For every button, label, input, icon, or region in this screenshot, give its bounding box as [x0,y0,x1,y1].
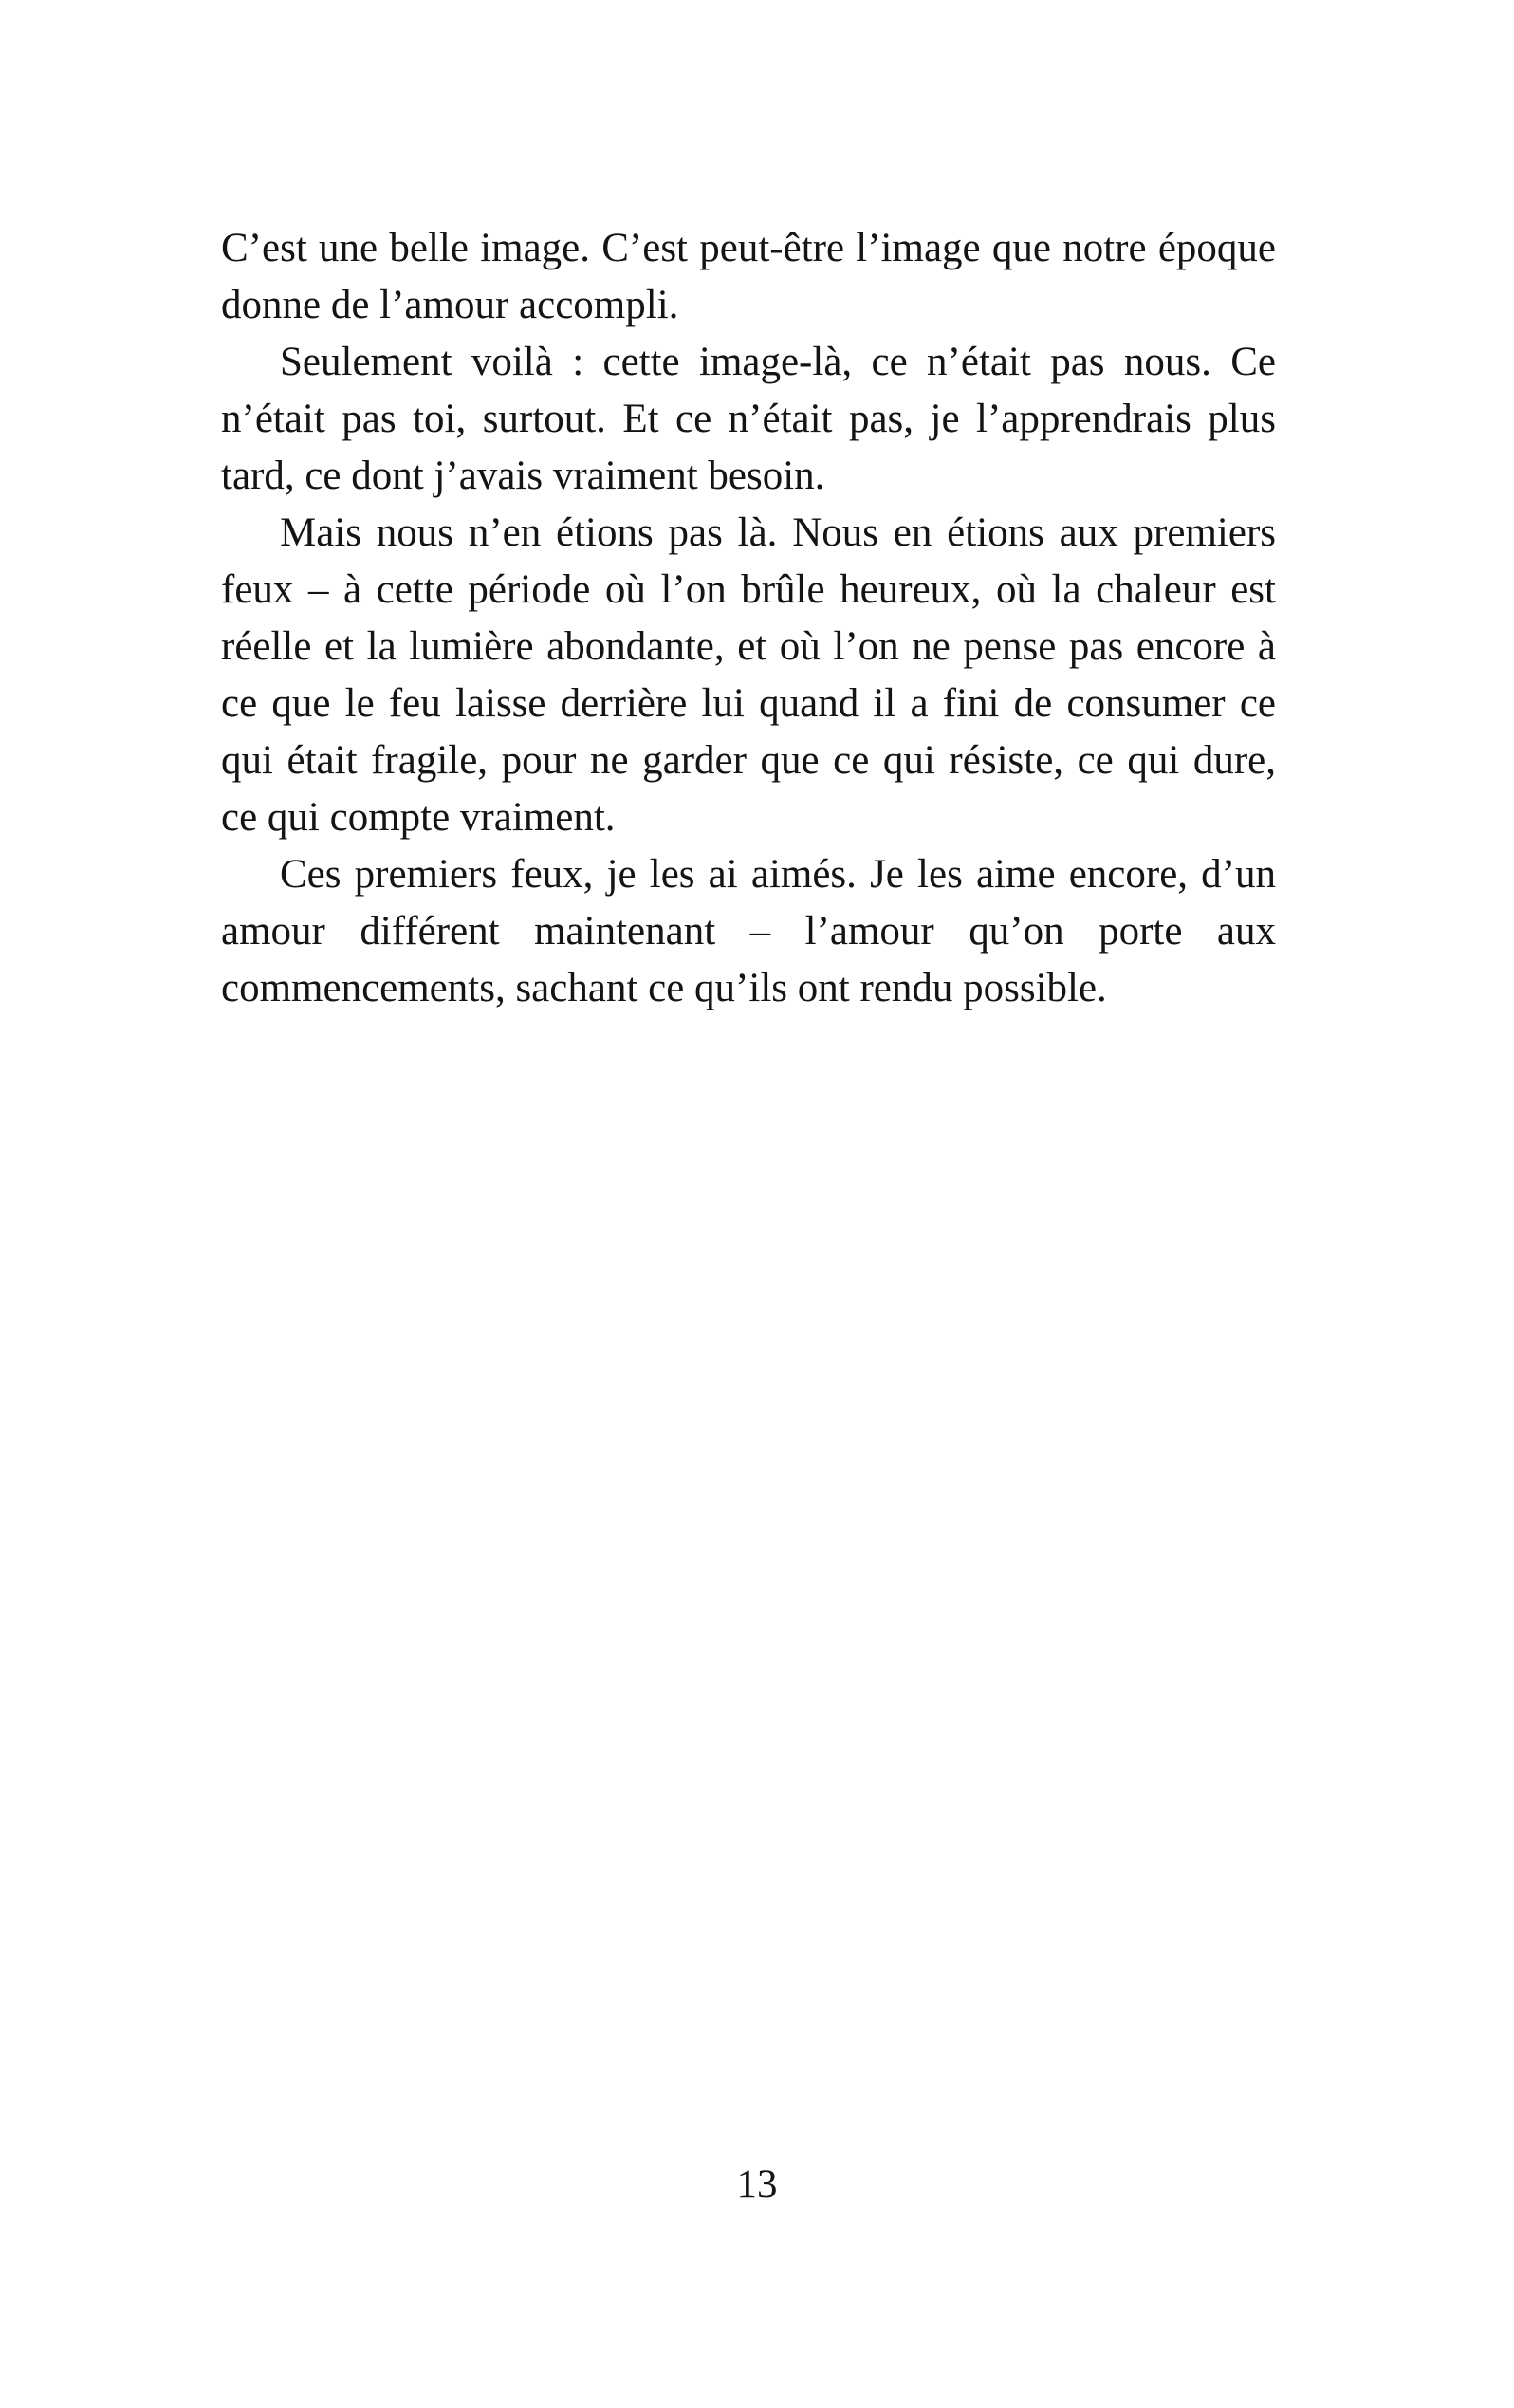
page-number: 13 [736,2162,778,2207]
paragraph-4: Ces premiers feux, je les ai aimés. Je les aime encore, d’un amour différent maintenant – l’amour qu’on porte aux commencements, sachant ce qu’ils ont rendu possible. [221,852,1276,1010]
body-text [221,220,1276,1017]
paragraph-2: Seulement voilà : cette image-là, ce n’était pas nous. Ce n’était pas toi, surtout. Et ce n’était pas, je l’apprendrais plus tard, ce dont j’avais vraiment besoin. [221,340,1276,498]
paragraph-3: Mais nous n’en étions pas là. Nous en étions aux premiers feux – à cette période où l’on brûle heureux, où la chaleur est réelle et la lumière abondante, et où l’on ne pense pas encore à ce que le feu laisse derrière lui quand il a fini de consumer ce qui était fragile, pour ne garder que ce qui résiste, ce qui dure, ce qui compte vraiment. [221,510,1276,840]
paragraph-1: C’est une belle image. C’est peut-être l’image que notre époque donne de l’amour accompli. [221,226,1276,327]
